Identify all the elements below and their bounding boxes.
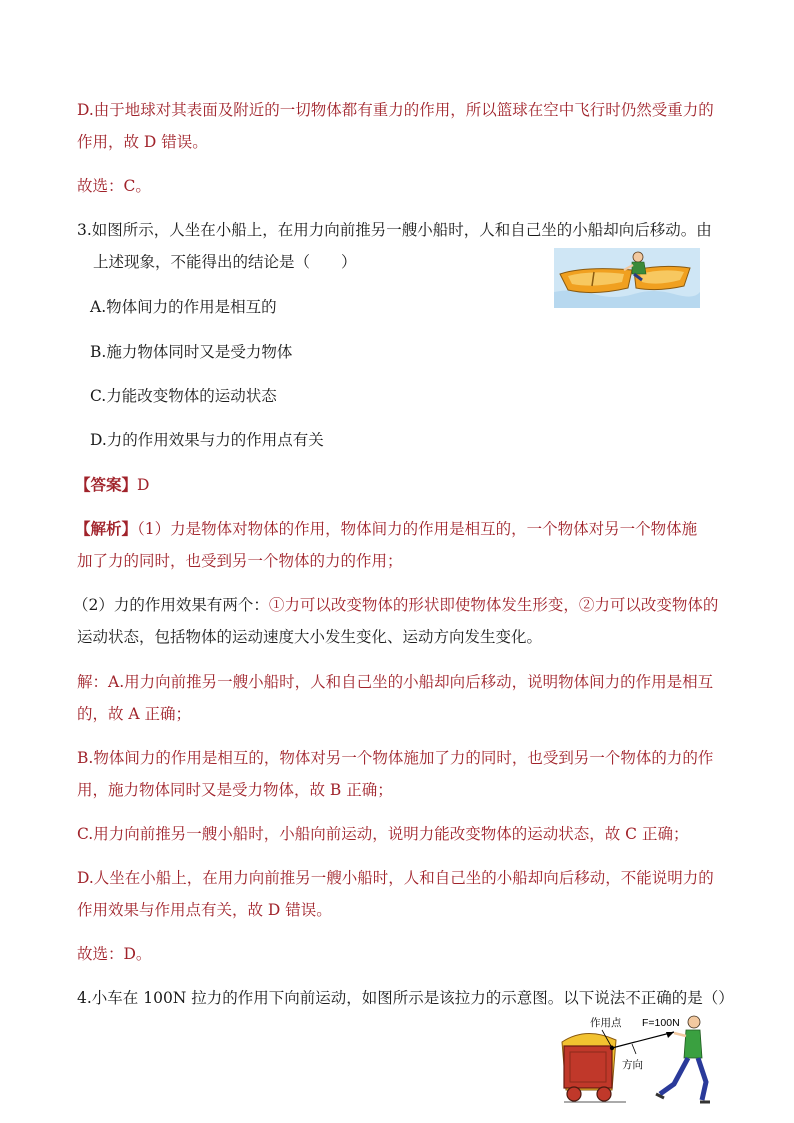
cart-figure: [556, 1014, 716, 1114]
q3-sol-a-line1: 解：A.用力向前推另一艘小船时，人和自己坐的小船却向后移动，说明物体间力的作用是相互: [77, 673, 714, 691]
analysis-text-1: （1）力是物体对物体的作用，物体间力的作用是相互的，一个物体对另一个物体施: [137, 520, 698, 538]
cart-wheel-right: [597, 1087, 611, 1101]
q3-analysis2-line1: [73, 589, 724, 621]
analysis2-prefix: （2）力的作用效果有两个：: [73, 596, 269, 614]
prev-answer-choose: 故选：C。: [77, 177, 151, 195]
person-head: [633, 252, 643, 262]
q3-option-b: B.施力物体同时又是受力物体: [90, 343, 293, 361]
prev-answer-d-line2: 作用，故 D 错误。: [77, 133, 208, 151]
puller-head: [688, 1016, 700, 1028]
q3-analysis-line2: 加了力的同时，也受到另一个物体的力的作用；: [77, 552, 403, 570]
label-action-point: 作用点: [590, 1017, 622, 1029]
q3-sol-c: C.用力向前推另一艘小船时，小船向前运动，说明力能改变物体的运动状态，故 C 正确；: [77, 825, 689, 843]
q3-sol-b-line2: 用，施力物体同时又是受力物体，故 B 正确；: [77, 781, 393, 799]
answer-label: 【答案】: [75, 475, 138, 494]
puller-leg-back: [660, 1058, 688, 1094]
q3-answer: [75, 469, 724, 501]
cart-wheel-left: [567, 1087, 581, 1101]
q3-choose: 故选：D。: [77, 945, 152, 963]
q3-option-a: A.物体间力的作用是相互的: [90, 298, 277, 316]
person-body: [632, 262, 646, 274]
q3-option-c: C.力能改变物体的运动状态: [90, 387, 277, 405]
answer-value: D: [137, 476, 150, 494]
q3-option-d: D.力的作用效果与力的作用点有关: [90, 431, 324, 449]
q3-analysis-line1: [75, 513, 724, 545]
label-direction: 方向: [622, 1059, 643, 1071]
analysis-label: 【解析】: [75, 519, 138, 538]
q3-sol-a-line2: 的，故 A 正确；: [77, 705, 192, 723]
q3-stem-line1: 3.如图所示，人坐在小船上，在用力向前推另一艘小船时，人和自己坐的小船却向后移动。由: [77, 221, 712, 239]
force-arrow: [612, 1032, 674, 1048]
q4-stem: 4.小车在 100N 拉力的作用下向前运动，如图所示是该拉力的示意图。以下说法不正确的是（）: [77, 989, 734, 1007]
puller-leg-front: [698, 1058, 706, 1100]
q3-analysis2-line2: 运动状态，包括物体的运动速度大小发生变化、运动方向发生变化。: [77, 628, 543, 646]
label-force: F=100N: [642, 1017, 680, 1029]
q3-sol-d-line1: D.人坐在小船上，在用力向前推另一艘小船时，人和自己坐的小船却向后移动，不能说明力的: [77, 869, 714, 887]
q3-stem-line2: 上述现象，不能得出的结论是（ ）: [93, 253, 357, 271]
puller-shirt: [684, 1030, 702, 1058]
q3-sol-b-line1: B.物体间力的作用是相互的，物体对另一个物体施加了力的同时，也受到另一个物体的力的作: [77, 749, 714, 767]
prev-answer-d-line1: D.由于地球对其表面及附近的一切物体都有重力的作用，所以篮球在空中飞行时仍然受重力的: [77, 101, 714, 119]
q3-sol-d-line2: 作用效果与作用点有关，故 D 错误。: [77, 901, 332, 919]
analysis2-red: ①力可以改变物体的形状即使物体发生形变，②力可以改变物体的: [268, 596, 719, 614]
